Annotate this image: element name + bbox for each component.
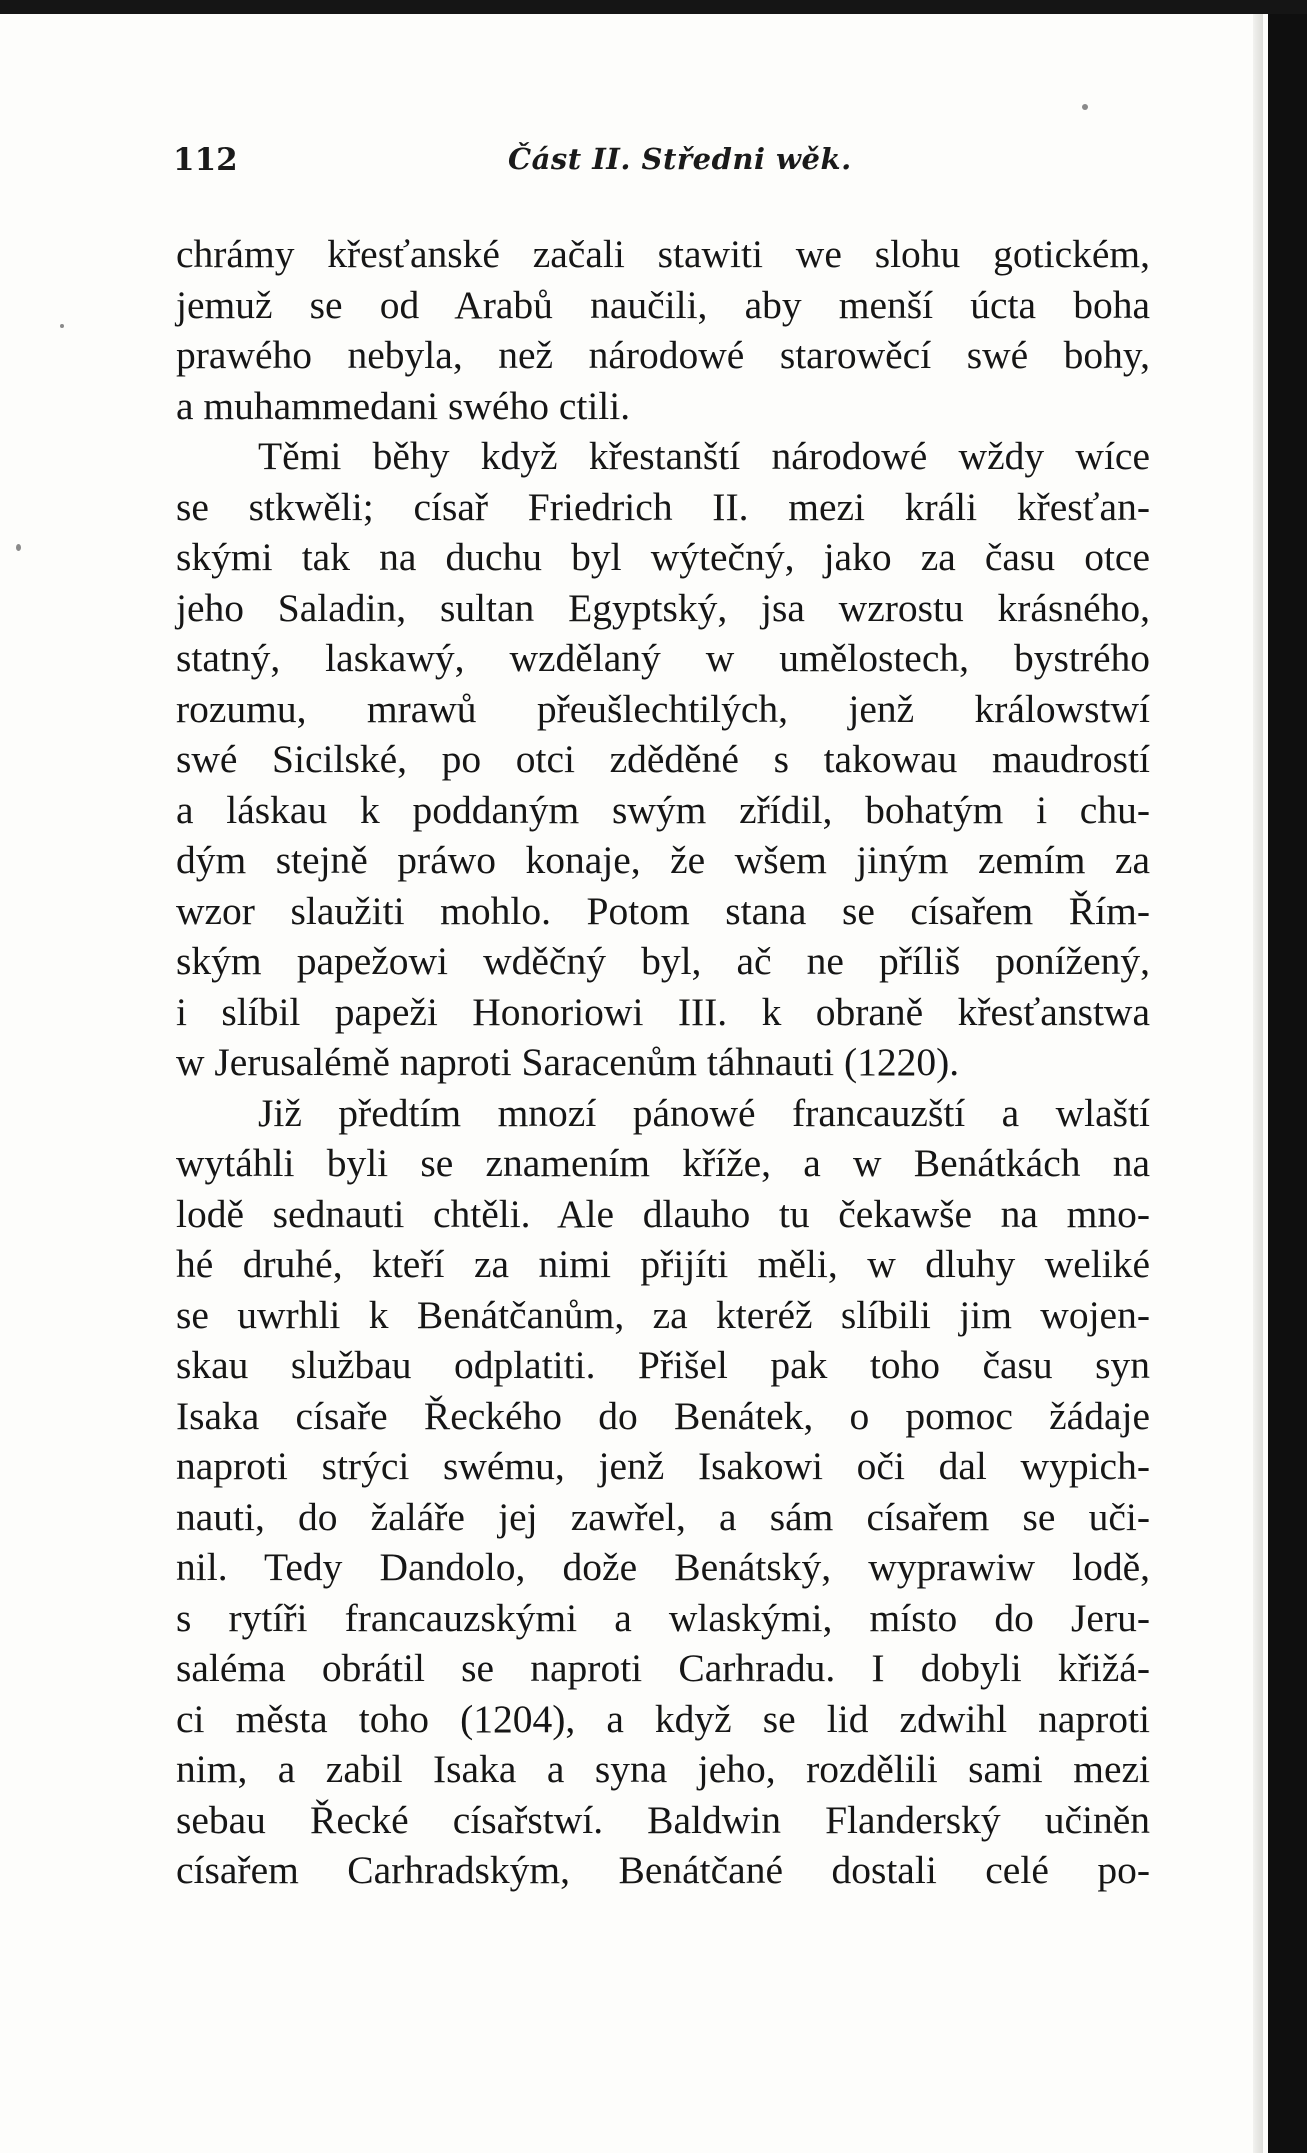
text-line: rozumu, mrawů přeušlechtilých, jenž králowstwí bbox=[176, 686, 1150, 731]
body-text bbox=[176, 229, 1150, 1896]
text-line: wytáhli byli se znamením kříže, a w Benátkách na bbox=[176, 1141, 1150, 1185]
text-line: s rytíři francauzskými a wlaskými, místo do Jeru- bbox=[176, 1595, 1150, 1640]
text-line: ci města toho (1204), a když se lid zdwihl naproti bbox=[176, 1696, 1150, 1741]
paper-speck bbox=[60, 324, 64, 328]
text-line: nim, a zabil Isaka a syna jeho, rozdělili sami mezi bbox=[176, 1747, 1150, 1791]
text-line: naproti strýci swému, jenž Isakowi oči dal wypich- bbox=[176, 1444, 1150, 1488]
text-line: sebau Řecké císařstwí. Baldwin Flanderský učiněn bbox=[176, 1797, 1150, 1842]
text-line: dým stejně práwo konaje, že wšem jiným zemím za bbox=[176, 838, 1150, 882]
text-line: saléma obrátil se naproti Carhradu. I dobyli křižá- bbox=[176, 1646, 1150, 1690]
text-line: skými tak na duchu byl wýtečný, jako za času otce bbox=[176, 535, 1150, 579]
text-line: i slíbil papeži Honoriowi III. k obraně křesťanstwa bbox=[176, 989, 1150, 1034]
text-line: hé druhé, kteří za nimi přijíti měli, w dluhy weliké bbox=[176, 1242, 1150, 1286]
paper-speck bbox=[16, 544, 21, 551]
running-head: Část II. Středni wěk. bbox=[508, 142, 852, 176]
text-line: a muhammedani swého ctili. bbox=[176, 383, 631, 428]
text-line: lodě sednauti chtěli. Ale dlauho tu čekawše na mno- bbox=[176, 1191, 1150, 1236]
page-number: 112 bbox=[173, 142, 238, 178]
page-edge-shadow bbox=[1253, 14, 1263, 2153]
text-line: nil. Tedy Dandolo, dože Benátský, wyprawiw lodě, bbox=[176, 1545, 1150, 1589]
text-line: wzor slaužiti mohlo. Potom stana se císařem Řím- bbox=[176, 888, 1150, 933]
book-page bbox=[0, 14, 1268, 2153]
text-line: nauti, do žaláře jej zawřel, a sám císařem se uči- bbox=[176, 1494, 1150, 1539]
text-line: se stkwěli; císař Friedrich II. mezi králi křesťan- bbox=[176, 484, 1150, 529]
page-header bbox=[173, 142, 1173, 192]
scan-border bbox=[1268, 14, 1307, 2153]
text-line: a láskau k poddaným swým zřídil, bohatým i chu- bbox=[176, 787, 1150, 832]
text-line: w Jerusalémě naproti Saracenům táhnauti (1220). bbox=[176, 1040, 960, 1084]
text-line: prawého nebyla, než národowé starowěcí swé bohy, bbox=[176, 333, 1150, 377]
text-line: jemuž se od Arabů naučili, aby menší úcta boha bbox=[176, 282, 1150, 327]
text-line: skau službau odplatiti. Přišel pak toho času syn bbox=[176, 1343, 1150, 1387]
text-line: císařem Carhradským, Benátčané dostali celé po- bbox=[176, 1848, 1150, 1892]
text-line: Těmi běhy když křestanští národowé wždy wíce bbox=[258, 434, 1150, 478]
text-line: swé Sicilské, po otci zděděné s takowau maudrostí bbox=[176, 737, 1150, 781]
text-line: Již předtím mnozí pánowé francauzští a wlaští bbox=[258, 1090, 1150, 1135]
text-line: ským papežowi wděčný byl, ač ne příliš ponížený, bbox=[176, 939, 1150, 983]
text-line: chrámy křesťanské začali stawiti we slohu gotickém, bbox=[176, 232, 1150, 276]
text-line: se uwrhli k Benátčanům, za kteréž slíbili jim wojen- bbox=[176, 1292, 1150, 1337]
text-line: statný, laskawý, wzdělaný w umělostech, bystrého bbox=[176, 636, 1150, 680]
text-line: jeho Saladin, sultan Egyptský, jsa wzrostu krásného, bbox=[176, 585, 1150, 630]
text-line: Isaka císaře Řeckého do Benátek, o pomoc žádaje bbox=[176, 1393, 1150, 1438]
paper-speck bbox=[1082, 104, 1088, 110]
